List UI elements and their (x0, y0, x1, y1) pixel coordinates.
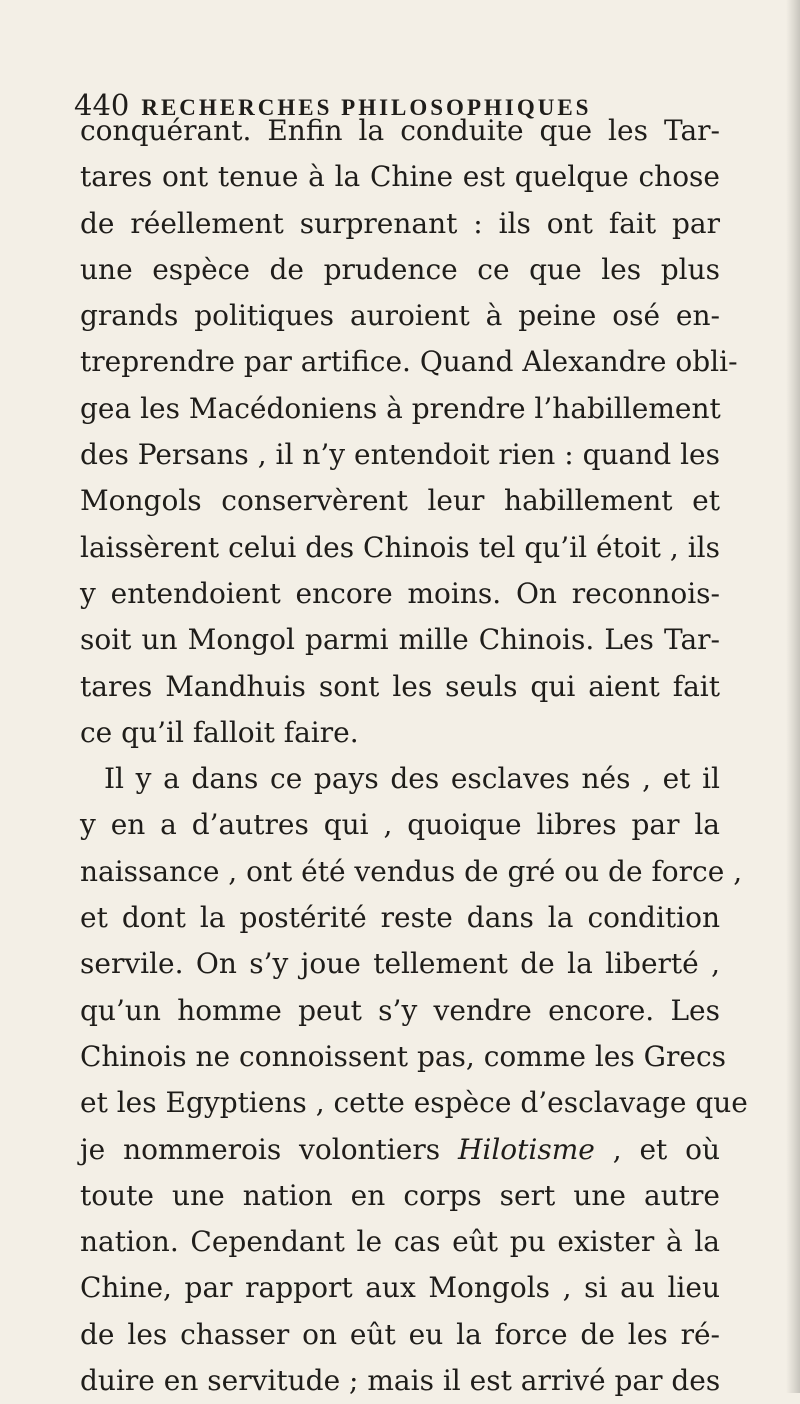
text-line: Chinois ne connoissent pas, comme les Grecs (80, 1039, 727, 1073)
page-number: 440 (74, 88, 130, 122)
text-line: tares ont tenue à la Chine est quelque chose (80, 160, 720, 194)
text-line: soit un Mongol parmi mille Chinois. Les Tar- (80, 623, 720, 657)
body-text (80, 108, 748, 1404)
text-line: grands politiques auroient à peine osé en- (80, 299, 720, 333)
text-line: treprendre par artifice. Quand Alexandre obli- (80, 345, 738, 379)
text-line: Chine, par rapport aux Mongols , si au lieu (80, 1271, 720, 1305)
text-line: y en a d’autres qui , quoique libres par la (80, 808, 720, 842)
page-edge-shadow (786, 0, 800, 1393)
text-line: et les Egyptiens , cette espèce d’esclavage que (80, 1086, 748, 1120)
text-line: gea les Macédoniens à prendre l’habillement (80, 391, 721, 425)
text-line: duire en servitude ; mais il est arrivé par des (80, 1364, 721, 1398)
paragraph-start-line: Il y a dans ce pays des esclaves nés , et il (104, 762, 720, 796)
text-fragment: , et où (594, 1132, 720, 1166)
text-line: qu’un homme peut s’y vendre encore. Les (80, 993, 720, 1027)
text-line: une espèce de prudence ce que les plus (80, 252, 720, 286)
text-line: tares Mandhuis sont les seuls qui aient fait (80, 669, 720, 703)
text-line: y entendoient encore moins. On reconnois- (80, 576, 720, 610)
text-line: naissance , ont été vendus de gré ou de force , (80, 854, 743, 888)
text-line: servile. On s’y joue tellement de la liberté , (80, 947, 720, 981)
text-line: et dont la postérité reste dans la condition (80, 901, 720, 935)
italic-term: Hilotisme (457, 1132, 595, 1166)
text-line: nation. Cependant le cas eût pu exister à la (80, 1225, 720, 1259)
running-head: RECHERCHES PHILOSOPHIQUES (141, 95, 592, 120)
text-line: conquérant. Enfin la conduite que les Tar- (80, 114, 720, 147)
text-line: Mongols conservèrent leur habillement et (80, 484, 720, 518)
text-line: toute une nation en corps sert une autre (80, 1178, 720, 1212)
text-fragment: je nommerois volontiers (80, 1132, 458, 1166)
text-line: de les chasser on eût eu la force de les ré- (80, 1317, 720, 1351)
text-line-with-italic (80, 1127, 720, 1173)
text-line: de réellement surprenant : ils ont fait par (80, 206, 720, 240)
text-line: des Persans , il n’y entendoit rien : quand les (80, 438, 720, 472)
text-line: laissèrent celui des Chinois tel qu’il étoit , ils (80, 530, 720, 564)
text-line: ce qu’il falloit faire. (80, 715, 359, 749)
